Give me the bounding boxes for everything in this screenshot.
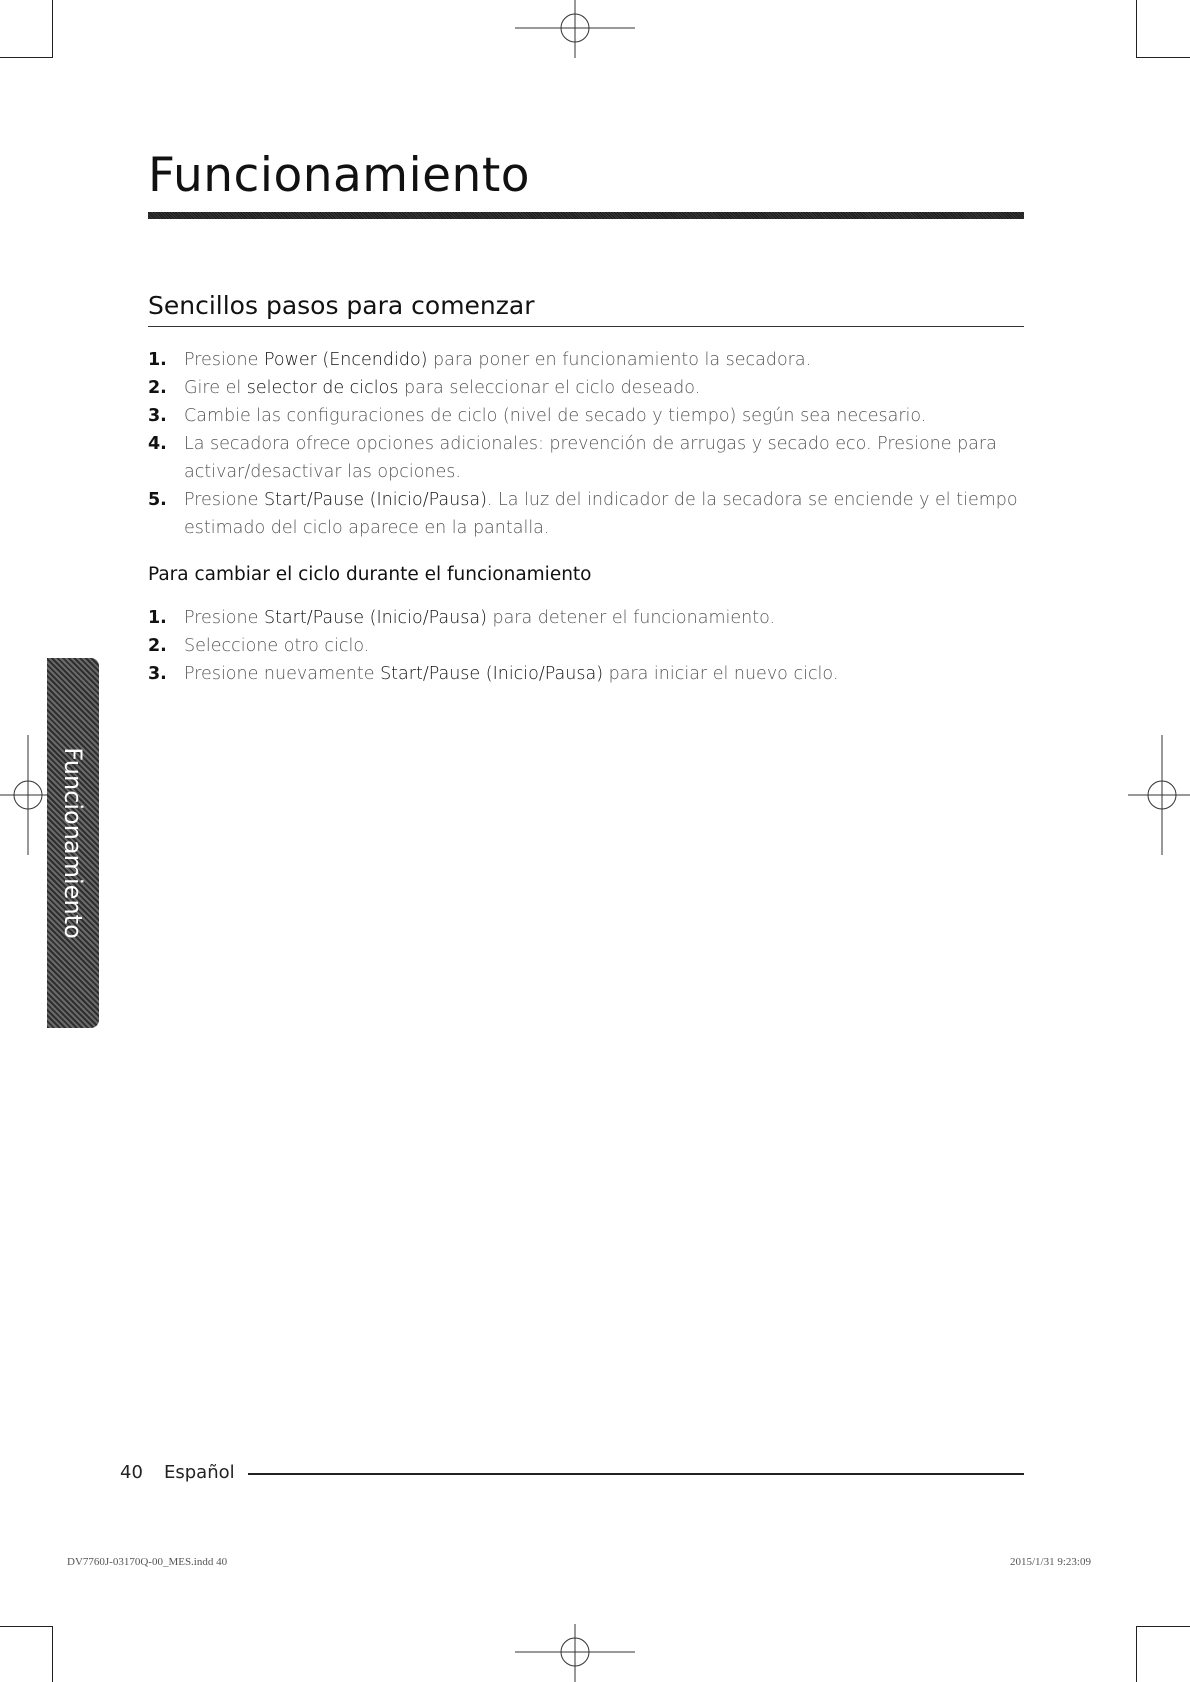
crop-mark <box>1136 1626 1137 1682</box>
step-item <box>148 346 1028 374</box>
side-chapter-tab <box>47 658 99 1028</box>
step-keyword: Start/Pause (Inicio/Pausa) <box>380 664 604 684</box>
step-text: La secadora ofrece opciones adicionales: prevención de arrugas y secado eco. Presione para activar/desactivar las opciones. <box>184 434 997 482</box>
step-keyword: Start/Pause (Inicio/Pausa) <box>263 608 487 628</box>
change-cycle-steps-list <box>148 604 1028 688</box>
crop-mark <box>52 1626 53 1682</box>
step-number: 1. <box>148 608 167 628</box>
section-title: Sencillos pasos para comenzar <box>148 291 535 320</box>
crop-mark <box>52 0 53 58</box>
steps-list <box>148 346 1028 542</box>
step-text: Presione <box>184 608 264 628</box>
registration-mark-icon <box>515 0 635 58</box>
step-text: para detener el funcionamiento. <box>486 608 776 628</box>
registration-mark-icon <box>515 1624 635 1682</box>
step-item <box>148 604 1028 632</box>
step-item <box>148 632 1028 660</box>
step-number: 5. <box>148 490 167 510</box>
step-text: para poner en funcionamiento la secadora. <box>427 350 812 370</box>
crop-mark <box>1136 1626 1190 1627</box>
step-item <box>148 486 1028 542</box>
step-number: 2. <box>148 636 167 656</box>
step-number: 2. <box>148 378 167 398</box>
crop-mark <box>1136 57 1190 58</box>
step-text: . La luz del indicador de la secadora se enciende y el tiempo estimado del ciclo aparece en la pantalla. <box>184 490 1018 538</box>
footer-language: Español <box>164 1462 235 1483</box>
step-keyword: Power (Encendido) <box>263 350 428 370</box>
crop-mark <box>1136 0 1137 58</box>
print-file-slug: DV7760J-03170Q-00_MES.indd 40 <box>67 1556 228 1568</box>
step-item <box>148 374 1028 402</box>
side-chapter-tab-label: Funcionamiento <box>59 747 87 939</box>
step-item <box>148 660 1028 688</box>
crop-mark <box>0 57 52 58</box>
step-item <box>148 430 1028 486</box>
subsection-title: Para cambiar el ciclo durante el funcionamiento <box>148 564 592 585</box>
title-underline-bar <box>148 212 1024 219</box>
step-text: para seleccionar el ciclo deseado. <box>398 378 701 398</box>
step-text: Presione <box>184 350 264 370</box>
step-keyword: selector de ciclos <box>246 378 399 398</box>
step-number: 3. <box>148 406 167 426</box>
page-number: 40 <box>120 1462 143 1483</box>
footer-divider <box>248 1473 1024 1475</box>
step-text: Presione <box>184 490 264 510</box>
step-item <box>148 402 1028 430</box>
registration-mark-icon <box>1128 735 1190 855</box>
step-number: 1. <box>148 350 167 370</box>
page-title: Funcionamiento <box>148 148 531 203</box>
step-number: 4. <box>148 434 167 454</box>
step-number: 3. <box>148 664 167 684</box>
crop-mark <box>0 1626 52 1627</box>
step-keyword: Start/Pause (Inicio/Pausa) <box>263 490 487 510</box>
step-text: Cambie las configuraciones de ciclo (nivel de secado y tiempo) según sea necesario. <box>184 406 927 426</box>
print-timestamp: 2015/1/31 9:23:09 <box>1010 1556 1091 1568</box>
step-text: para iniciar el nuevo ciclo. <box>603 664 839 684</box>
section-divider <box>148 326 1024 327</box>
step-text: Seleccione otro ciclo. <box>184 636 370 656</box>
step-text: Presione nuevamente <box>184 664 381 684</box>
step-text: Gire el <box>184 378 247 398</box>
